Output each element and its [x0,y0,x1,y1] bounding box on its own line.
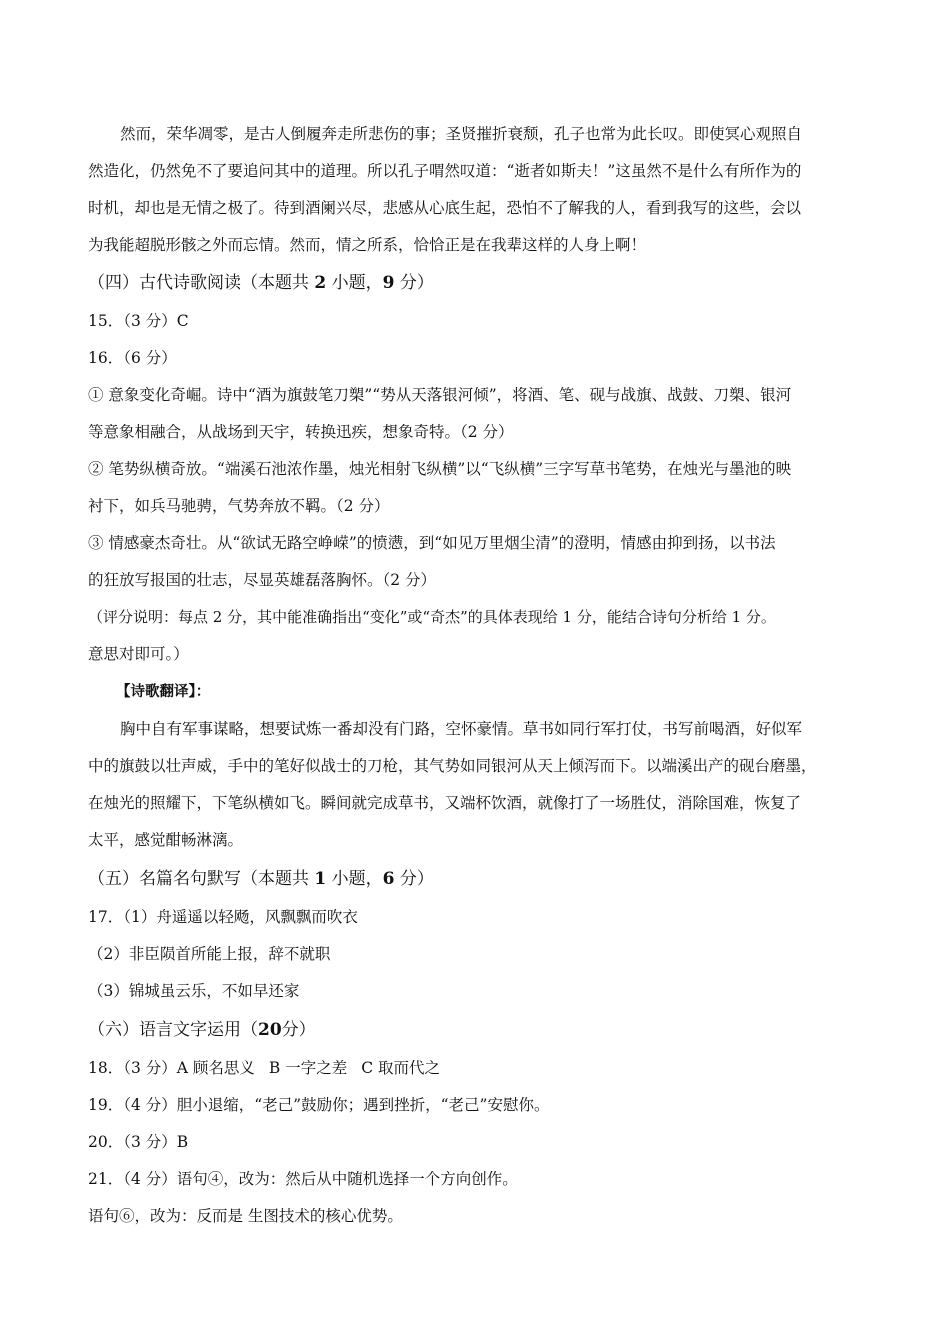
q16-scoring-note-end: 意思对即可。） [88,645,189,663]
section-4-count: 2 [314,273,327,293]
q18-answer [88,1058,440,1078]
q15-answer: 15．（3 分）C [88,312,189,330]
q16-line-4: 衬下，如兵马驰骋，气势奔放不羁。（2 分） [88,497,390,515]
q16-line-1: ① 意象变化奇崛。诗中“酒为旗鼓笔刀槊”“势从天落银河倾”，将酒、笔、砚与战旗、战鼓、刀槊、银河 [88,386,792,404]
section-6-title-pre: （六）语言文字运用（ [88,1020,258,1040]
translation-line-3: 时机，却也是无情之极了。待到酒阑兴尽，悲感从心底生起，恐怕不了解我的人，看到我写的这些，会以 [88,199,802,217]
q17-answer-2: （2）非臣陨首所能上报，辞不就职 [88,945,331,963]
section-4-heading [88,273,434,293]
q18-option-c: C 取而代之 [361,1059,441,1077]
q16-line-6: 的狂放写报国的壮志，尽显英雄磊落胸怀。（2 分） [88,571,437,589]
q16-heading: 16．（6 分） [88,349,177,367]
poem-translation-label: 【诗歌翻译】： [116,683,211,700]
q21-answer-2: 语句⑥，改为：反而是 生图技术的核心优势。 [88,1207,403,1225]
q20-answer: 20．（3 分）B [88,1133,189,1151]
q16-line-5: ③ 情感豪杰奇壮。从“欲试无路空峥嵘”的愤懑，到“如见万里烟尘清”的澄明，情感由抑到扬，以书法 [88,534,776,552]
q16-scoring-note: （评分说明：每点 2 分，其中能准确指出“变化”或“奇杰”的具体表现给 1 分，能结合诗句分析给 1 分。 [88,608,776,626]
section-5-title-pre: （五）名篇名句默写（本题共 [88,869,309,889]
section-6-heading [88,1020,316,1040]
section-6-title-post: 分） [281,1020,316,1040]
section-5-heading [88,869,434,889]
section-4-score: 9 [382,273,395,293]
poem-translation-line-3: 在烛光的照耀下，下笔纵横如飞。瞬间就完成草书，又端杯饮酒，就像打了一场胜仗，消除国难，恢复了 [88,794,802,812]
q21-answer-1: 21．（4 分）语句④，改为：然后从中随机选择一个方向创作。 [88,1170,518,1188]
translation-line-1: 然而，荣华凋零，是古人倒履奔走所悲伤的事；圣贤摧折衰颓，孔子也常为此长叹。即使冥心观照自 [120,125,803,143]
translation-line-2: 然造化，仍然免不了要追问其中的道理。所以孔子喟然叹道：“逝者如斯夫！”这虽然不是什么有所作为的 [88,162,802,180]
poem-translation-line-1: 胸中自有军事谋略，想要试炼一番却没有门路，空怀豪情。草书如同行军打仗，书写前喝酒，好似军 [120,720,803,738]
section-5-title-mid: 小题， [331,869,383,889]
section-4-title-pre: （四）古代诗歌阅读（本题共 [88,273,309,293]
q16-line-3: ② 笔势纵横奇放。“端溪石池浓作墨，烛光相射飞纵横”以“飞纵横”三字写草书笔势，在烛光与墨池的映 [88,460,792,478]
q16-line-2: 等意象相融合，从战场到天宇，转换迅疾，想象奇特。（2 分） [88,423,514,441]
q18-prefix: 18．（3 分）A 顾名思义 [88,1059,255,1077]
section-4-title-mid: 小题， [331,273,383,293]
section-4-title-post: 分） [399,273,434,293]
section-5-title-post: 分） [399,869,434,889]
section-6-score: 20 [258,1020,282,1040]
q17-answer-3: （3）锦城虽云乐，不如早还家 [88,982,300,1000]
section-5-score: 6 [382,869,395,889]
q17-answer-1: 17．（1）舟遥遥以轻飏，风飘飘而吹衣 [88,908,358,926]
translation-line-4: 为我能超脱形骸之外而忘情。然而，情之所系，恰恰正是在我辈这样的人身上啊！ [88,236,647,254]
q18-option-b: B 一字之差 [268,1059,348,1077]
q19-answer: 19．（4 分）胆小退缩，“老己”鼓励你；遇到挫折，“老己”安慰你。 [88,1096,550,1114]
poem-translation-line-4: 太平，感觉酣畅淋漓。 [88,831,244,849]
poem-translation-line-2: 中的旗鼓以壮声威，手中的笔好似战士的刀枪，其气势如同银河从天上倾泻而下。以端溪出产的砚台磨墨， [88,757,817,775]
section-5-count: 1 [314,869,327,889]
